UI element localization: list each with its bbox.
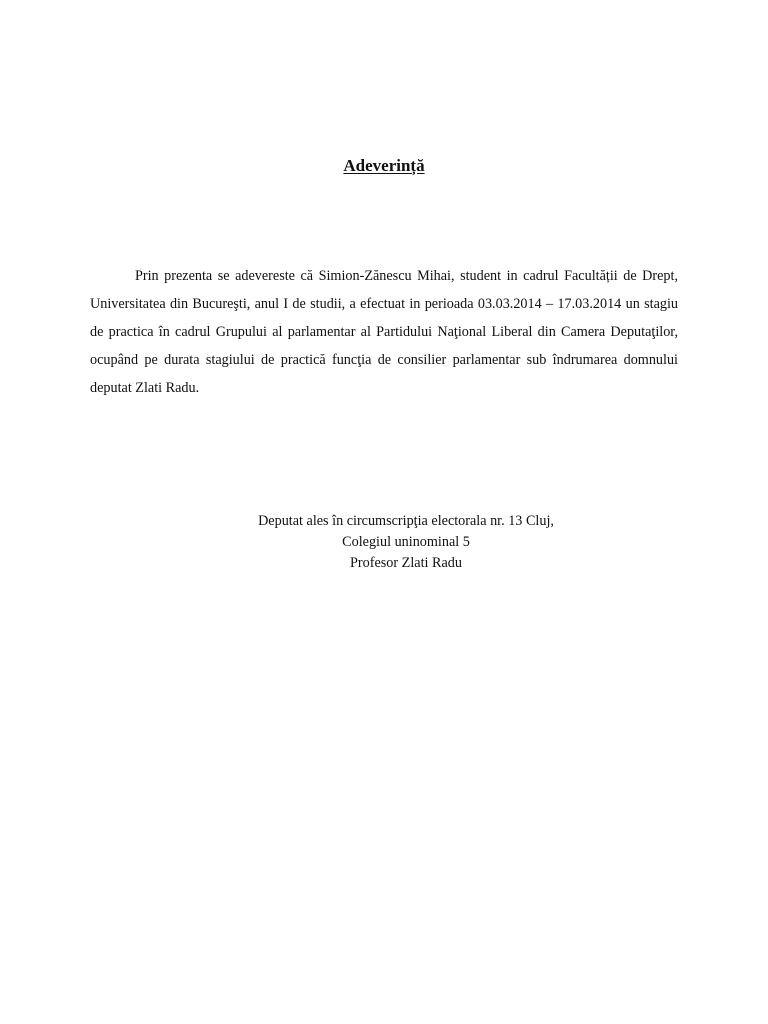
document-title: Adeverință (343, 156, 425, 175)
signature-block (216, 511, 596, 574)
certificate-body-paragraph: Prin prezenta se adevereste că Simion-Zănescu Mihai, student in cadrul Facultății de Drept, Universitatea din Bucureşti, anul I de studii, a efectuat in perioada 03.03.2014 – 17.03.2014 un stagiu de practica în cadrul Grupului al parlamentar al Partidului Naţional Liberal din Camera Deputaţilor, ocupând pe durata stagiului de practică funcţia de consilier parlamentar sub îndrumarea domnului deputat Zlati Radu. (90, 268, 678, 396)
signature-line-name: Profesor Zlati Radu (350, 555, 462, 571)
signature-line-constituency: Deputat ales în circumscripţia electorala nr. 13 Cluj, (258, 513, 554, 529)
signature-line-college: Colegiul uninominal 5 (342, 534, 470, 550)
